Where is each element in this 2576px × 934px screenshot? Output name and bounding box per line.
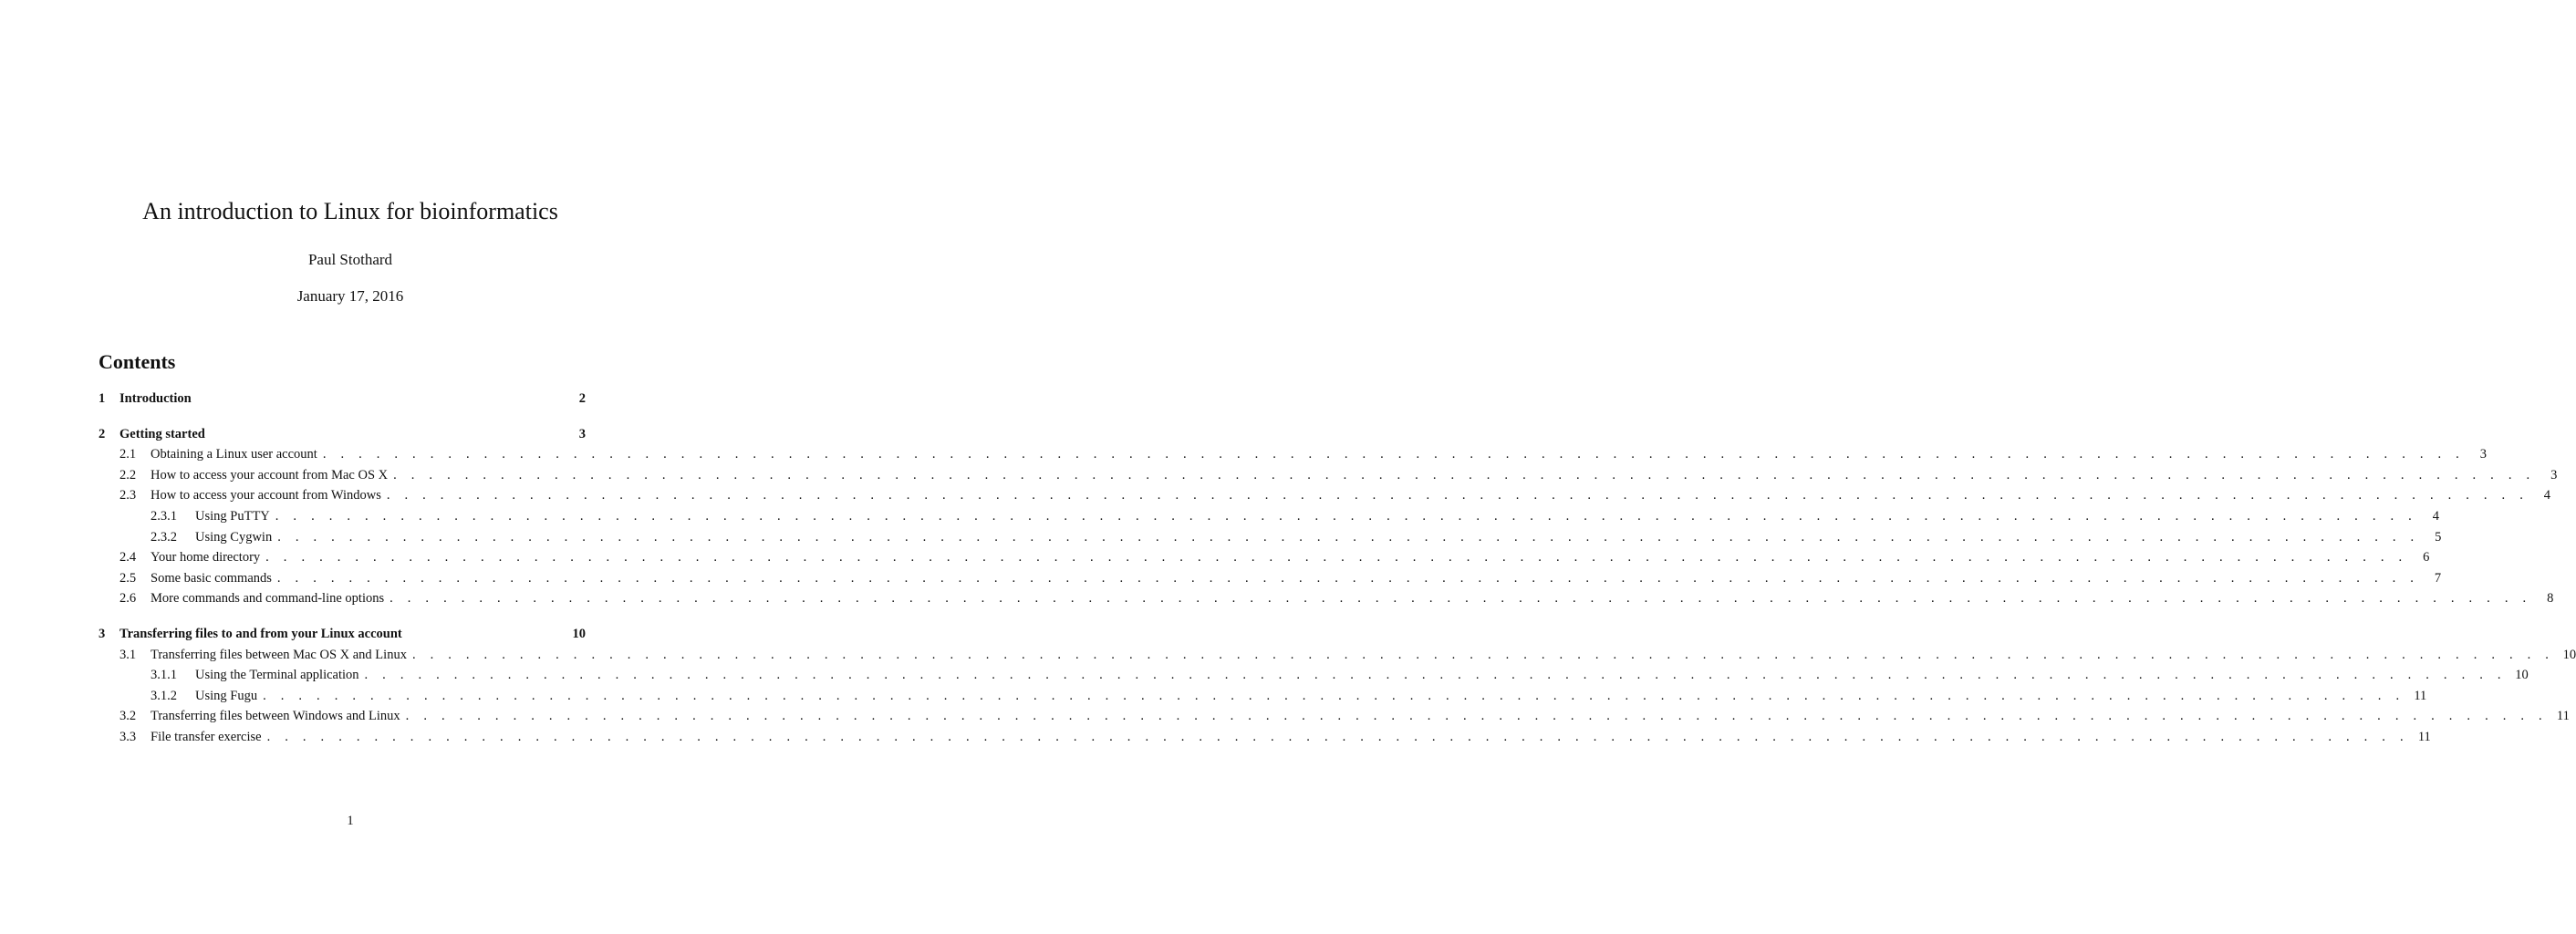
- page-number: 1: [347, 814, 354, 828]
- toc-entry-label: Transferring files to and from your Linux account: [119, 626, 402, 641]
- toc-entry-number: 1: [99, 391, 106, 406]
- toc-dot-leader: . . . . . . . . . . . . . . . . . . . . . . . . . . . . . . . . . . . . . . . . . . . . . . . . . . . . . . . . . . . . . . . . . . . . . . . . . . . . . . . . . . . . . . . . . . . . . . . . . . . . . . . . . . . . . . . . . . . . . . . .: [276, 570, 2420, 586]
- toc-entry-number: 2.2: [119, 467, 137, 483]
- toc-dot-leader: . . . . . . . . . . . . . . . . . . . . . . . . . . . . . . . . . . . . . . . . . . . . . . . . . . . . . . . . . . . . . . . . . . . . . . . . . . . . . . . . . . . . . . . . . . . . . . . . . . . . . . . . . . . . . . . . . . . . . . . .: [390, 591, 2532, 607]
- toc-entry-page: 4: [2543, 488, 2551, 503]
- toc-entry-page: 3: [578, 426, 586, 441]
- toc-entry-label: Using Fugu: [195, 688, 258, 703]
- toc-entry-label: How to access your account from Mac OS X: [151, 467, 389, 483]
- toc-section: [99, 389, 586, 410]
- toc-section-entry[interactable]: [99, 624, 586, 645]
- contents-heading: Contents: [99, 350, 176, 373]
- toc-entry[interactable]: [99, 547, 2430, 568]
- toc-entry[interactable]: [99, 686, 2427, 707]
- toc-entry-number: 3.3: [119, 729, 137, 744]
- toc-entry[interactable]: [99, 706, 2570, 727]
- toc-entry-label: File transfer exercise: [151, 729, 262, 744]
- toc-entry-label: How to access your account from Windows: [151, 488, 381, 503]
- toc-entry-number: 3.2: [119, 709, 137, 724]
- toc-dot-leader: . . . . . . . . . . . . . . . . . . . . . . . . . . . . . . . . . . . . . . . . . . . . . . . . . . . . . . . . . . . . . . . . . . . . . . . . . . . . . . . . . . . . . . . . . . . . . . . . . . . . . . . . . . . . . . . . . . . . . . . .: [277, 529, 2420, 545]
- toc-dot-leader: . . . . . . . . . . . . . . . . . . . . . . . . . . . . . . . . . . . . . . . . . . . . . . . . . . . . . . . . . . . . . . . . . . . . . . . . . . . . . . . . . . . . . . . . . . . . . . . . . . . . . . . . . . . . . . . . . . . . . . . .: [393, 467, 2536, 483]
- toc-entry-page: 10: [2562, 647, 2576, 662]
- toc-section: [99, 624, 2576, 748]
- toc-entry-label: Using Cygwin: [195, 529, 273, 545]
- toc-entry[interactable]: [99, 568, 2442, 589]
- toc-entry-number: 3.1.1: [151, 668, 177, 683]
- toc-entry[interactable]: [99, 465, 2558, 486]
- document-author: Paul Stothard: [307, 251, 393, 268]
- toc-dot-leader: . . . . . . . . . . . . . . . . . . . . . . . . . . . . . . . . . . . . . . . . . . . . . . . . . . . . . . . . . . . . . . . . . . . . . . . . . . . . . . . . . . . . . . . . . . . . . . . . . . . . . . . . . . . . . . . . . . . . . . . .: [266, 729, 2409, 744]
- toc-entry-number: 3.1.2: [151, 688, 177, 703]
- toc-entry-number: 3.1: [119, 647, 137, 662]
- toc-entry[interactable]: [99, 506, 2439, 527]
- toc-entry-page: 2: [578, 391, 586, 406]
- toc-entry-number: 2.4: [119, 550, 137, 566]
- toc-entry-label: Transferring files between Mac OS X and Linux: [151, 647, 407, 662]
- toc-entry-page: 3: [2550, 467, 2558, 483]
- toc-entry-page: 7: [2434, 570, 2442, 586]
- toc-dot-leader: . . . . . . . . . . . . . . . . . . . . . . . . . . . . . . . . . . . . . . . . . . . . . . . . . . . . . . . . . . . . . . . . . . . . . . . . . . . . . . . . . . . . . . . . . . . . . . . . . . . . . . . . . . . . . . . . . . . . . . . .: [386, 488, 2529, 503]
- toc-entry-label: Transferring files between Windows and Linux: [151, 709, 400, 724]
- toc-entry-label: Some basic commands: [151, 570, 272, 586]
- toc-entry-label: Obtaining a Linux user account: [151, 447, 317, 462]
- toc-entry[interactable]: [99, 645, 2576, 666]
- toc-entry-number: 2.3.1: [151, 508, 177, 524]
- toc-entry-page: 11: [2556, 709, 2570, 724]
- toc-entry-page: 10: [2515, 668, 2529, 683]
- toc-entry-page: 8: [2547, 591, 2554, 607]
- toc-section: [99, 424, 2558, 609]
- toc-entry[interactable]: [99, 444, 2487, 465]
- toc-entry-number: 2.6: [119, 591, 137, 607]
- toc-entry-page: 11: [2417, 729, 2431, 744]
- toc-entry-number: 3: [99, 626, 106, 641]
- toc-entry-label: Introduction: [119, 391, 192, 406]
- toc-dot-leader: . . . . . . . . . . . . . . . . . . . . . . . . . . . . . . . . . . . . . . . . . . . . . . . . . . . . . . . . . . . . . . . . . . . . . . . . . . . . . . . . . . . . . . . . . . . . . . . . . . . . . . . . . . . . . . . . . . . . . . . .: [322, 447, 2465, 462]
- toc-entry-number: 2: [99, 426, 106, 441]
- document-title: An introduction to Linux for bioinformatics: [142, 198, 558, 224]
- toc-section-entry[interactable]: [99, 424, 586, 445]
- toc-entry-number: 2.1: [119, 447, 137, 462]
- toc-entry[interactable]: [99, 527, 2442, 548]
- toc-entry-number: 2.5: [119, 570, 137, 586]
- table-of-contents: [99, 389, 2576, 763]
- toc-dot-leader: . . . . . . . . . . . . . . . . . . . . . . . . . . . . . . . . . . . . . . . . . . . . . . . . . . . . . . . . . . . . . . . . . . . . . . . . . . . . . . . . . . . . . . . . . . . . . . . . . . . . . . . . . . . . . . . . . . . . . . . .: [405, 709, 2548, 724]
- toc-entry-label: More commands and command-line options: [151, 591, 385, 607]
- toc-dot-leader: . . . . . . . . . . . . . . . . . . . . . . . . . . . . . . . . . . . . . . . . . . . . . . . . . . . . . . . . . . . . . . . . . . . . . . . . . . . . . . . . . . . . . . . . . . . . . . . . . . . . . . . . . . . . . . . . . . . . . . . .: [265, 550, 2408, 566]
- toc-entry-label: Using PuTTY: [195, 508, 270, 524]
- document-date: January 17, 2016: [296, 287, 404, 305]
- toc-entry-page: 11: [2414, 688, 2427, 703]
- toc-entry-page: 3: [2479, 447, 2487, 462]
- toc-dot-leader: . . . . . . . . . . . . . . . . . . . . . . . . . . . . . . . . . . . . . . . . . . . . . . . . . . . . . . . . . . . . . . . . . . . . . . . . . . . . . . . . . . . . . . . . . . . . . . . . . . . . . . . . . . . . . . . . . . . . . . . .: [263, 688, 2405, 703]
- toc-entry[interactable]: [99, 665, 2529, 686]
- toc-entry-number: 2.3.2: [151, 529, 177, 545]
- toc-entry-page: 10: [572, 626, 586, 641]
- toc-dot-leader: . . . . . . . . . . . . . . . . . . . . . . . . . . . . . . . . . . . . . . . . . . . . . . . . . . . . . . . . . . . . . . . . . . . . . . . . . . . . . . . . . . . . . . . . . . . . . . . . . . . . . . . . . . . . . . . . . . . . . . . .: [364, 668, 2507, 683]
- toc-entry-label: Your home directory: [151, 550, 261, 566]
- toc-entry-page: 6: [2423, 550, 2430, 566]
- toc-dot-leader: . . . . . . . . . . . . . . . . . . . . . . . . . . . . . . . . . . . . . . . . . . . . . . . . . . . . . . . . . . . . . . . . . . . . . . . . . . . . . . . . . . . . . . . . . . . . . . . . . . . . . . . . . . . . . . . . . . . . . . . .: [275, 508, 2417, 524]
- toc-section-entry[interactable]: [99, 389, 586, 410]
- toc-entry-label: Getting started: [119, 426, 205, 441]
- toc-entry[interactable]: [99, 485, 2551, 506]
- toc-entry-page: 4: [2432, 508, 2439, 524]
- toc-dot-leader: . . . . . . . . . . . . . . . . . . . . . . . . . . . . . . . . . . . . . . . . . . . . . . . . . . . . . . . . . . . . . . . . . . . . . . . . . . . . . . . . . . . . . . . . . . . . . . . . . . . . . . . . . . . . . . . . . . . . . . . .: [411, 647, 2555, 662]
- toc-entry-number: 2.3: [119, 488, 137, 503]
- toc-entry-label: Using the Terminal application: [195, 668, 359, 683]
- toc-entry-page: 5: [2435, 529, 2442, 545]
- toc-entry[interactable]: [99, 727, 2431, 748]
- toc-entry[interactable]: [99, 588, 2554, 609]
